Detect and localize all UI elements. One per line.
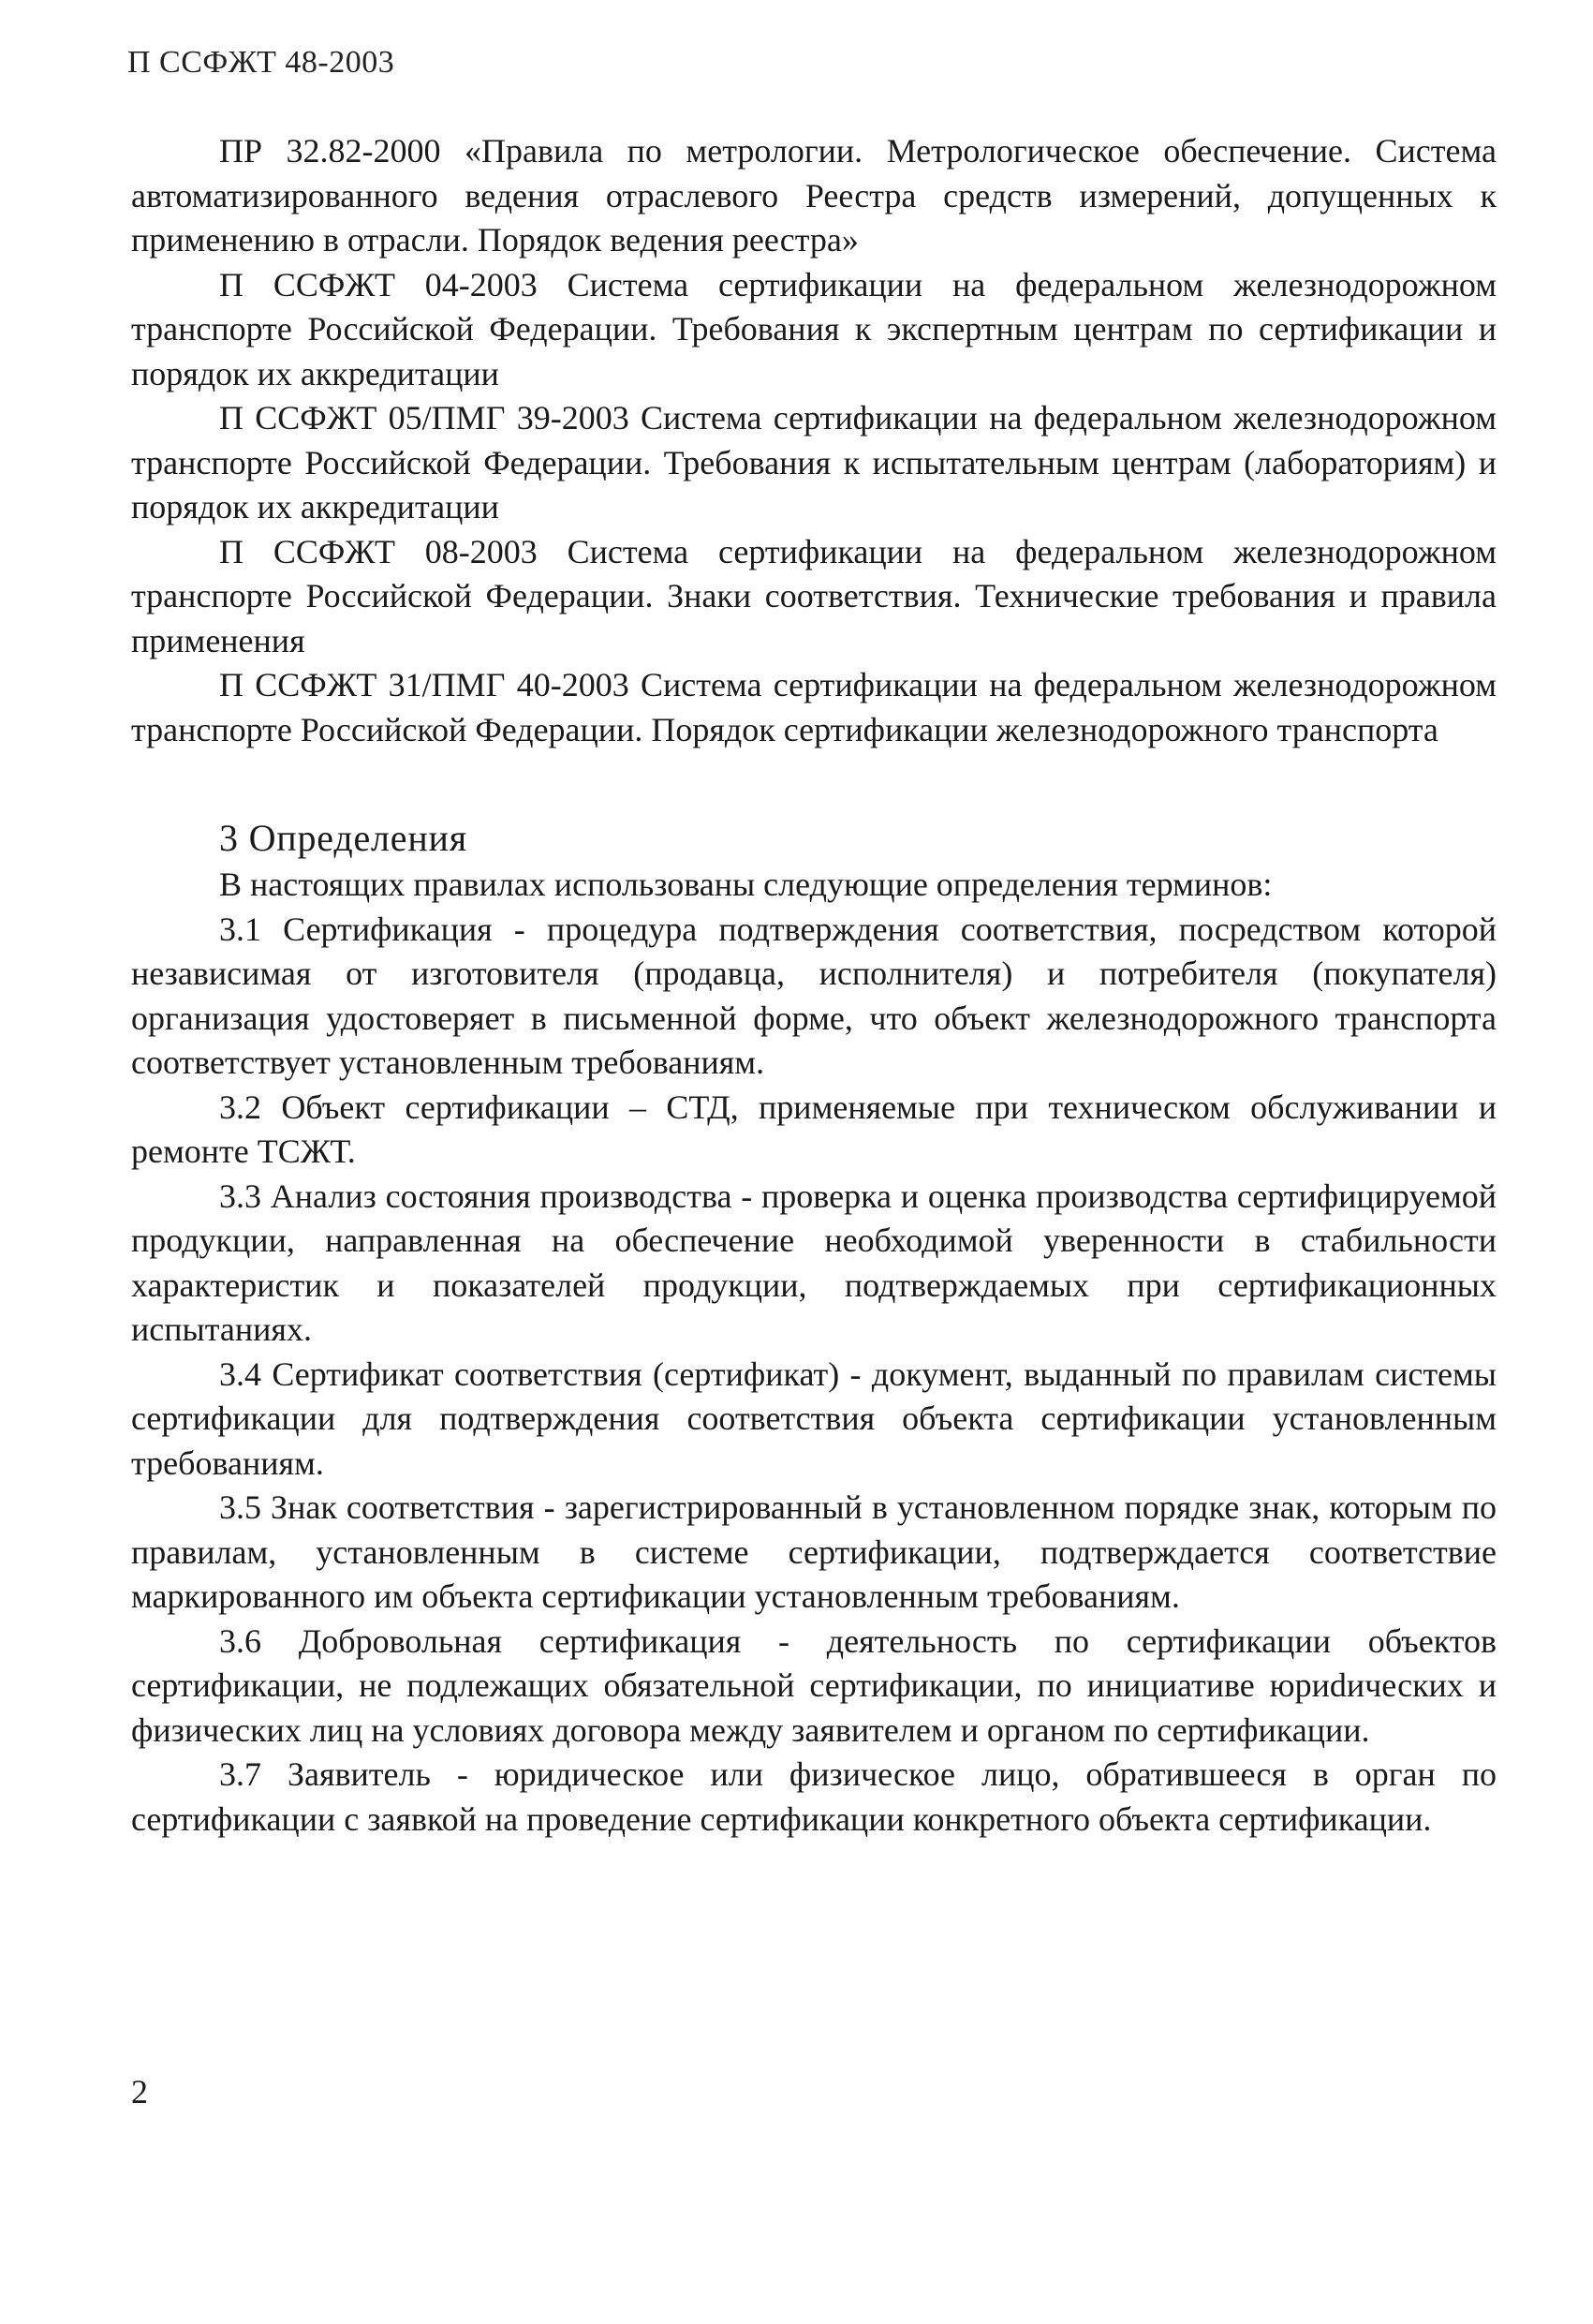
definition-item: 3.6 Добровольная сертификация - деятельность по сертификации объектов сертификации, не подлежащих обязательной сертификации, по инициативе юриdических и физических лиц на условиях договора между заявителем и органом по сертификации. <box>131 1621 1497 1749</box>
reference-item: П ССФЖТ 05/ПМГ 39-2003 Система сертификации на федеральном железнодорожном транспорте Российской Федерации. Требования к испытательным центрам (лабораториям) и порядок их аккредитации <box>131 399 1497 525</box>
page-number: 2 <box>131 2073 148 2110</box>
definition-item: 3.7 Заявитель - юридическое или физическое лицо, обратившееся в орган по сертификации с заявкой на проведение сертификации конкретного объекта сертификации. <box>131 1755 1497 1838</box>
reference-item: ПР 32.82-2000 «Правила по метрологии. Метрологическое обеспечение. Система автоматизированного ведения отраслевого Реестра средств измерений, допущенных к применению в отрасли. Порядок ведения реестра» <box>131 132 1497 259</box>
reference-item: П ССФЖТ 31/ПМГ 40-2003 Система сертификации на федеральном железнодорожном транспорте Российской Федерации. Порядок сертификации железнодорожного транспорта <box>131 666 1497 748</box>
definition-item: 3.2 Объект сертификации – СТД, применяемые при техническом обслуживании и ремонте ТСЖТ. <box>131 1088 1497 1170</box>
reference-item: П ССФЖТ 04-2003 Система сертификации на федеральном железнодорожном транспорте Российской Федерации. Требования к экспертным центрам по сертификации и порядок их аккредитации <box>131 265 1497 392</box>
definition-item: 3.5 Знак соответствия - зарегистрированный в установленном порядке знак, которым по правилам, установленным в системе сертификации, подтверждается соответствие маркированного им объекта сертификации установленным требованиям. <box>131 1488 1497 1615</box>
document-header-code: П ССФЖТ 48-2003 <box>127 45 395 80</box>
document-body <box>131 129 1497 1842</box>
section-intro: В настоящих правилах использованы следующие определения терминов: <box>219 866 1273 903</box>
definition-item: 3.4 Сертификат соответствия (сертификат) - документ, выданный по правилам системы сертификации для подтверждения соответствия объекта сертификации установленным требованиям. <box>131 1354 1497 1482</box>
definition-item: 3.1 Сертификация - процедура подтверждения соответствия, посредством которой независимая от изготовителя (продавца, исполнителя) и потребителя (покупателя) организация удостоверяет в письменной форме, что объект железнодорожного транспорта соответствует установленным требованиям. <box>131 910 1497 1081</box>
definition-item: 3.3 Анализ состояния производства - проверка и оценка производства сертифицируемой продукции, направленная на обеспечение необходимой уверенности в стабильности характеристик и показателей продукции, подтверждаемых при сертификационных испытаниях. <box>131 1177 1497 1348</box>
reference-item: П ССФЖТ 08-2003 Система сертификации на федеральном железнодорожном транспорте Российской Федерации. Знаки соответствия. Технические требования и правила применения <box>131 532 1497 659</box>
section-title: 3 Определения <box>219 817 467 859</box>
